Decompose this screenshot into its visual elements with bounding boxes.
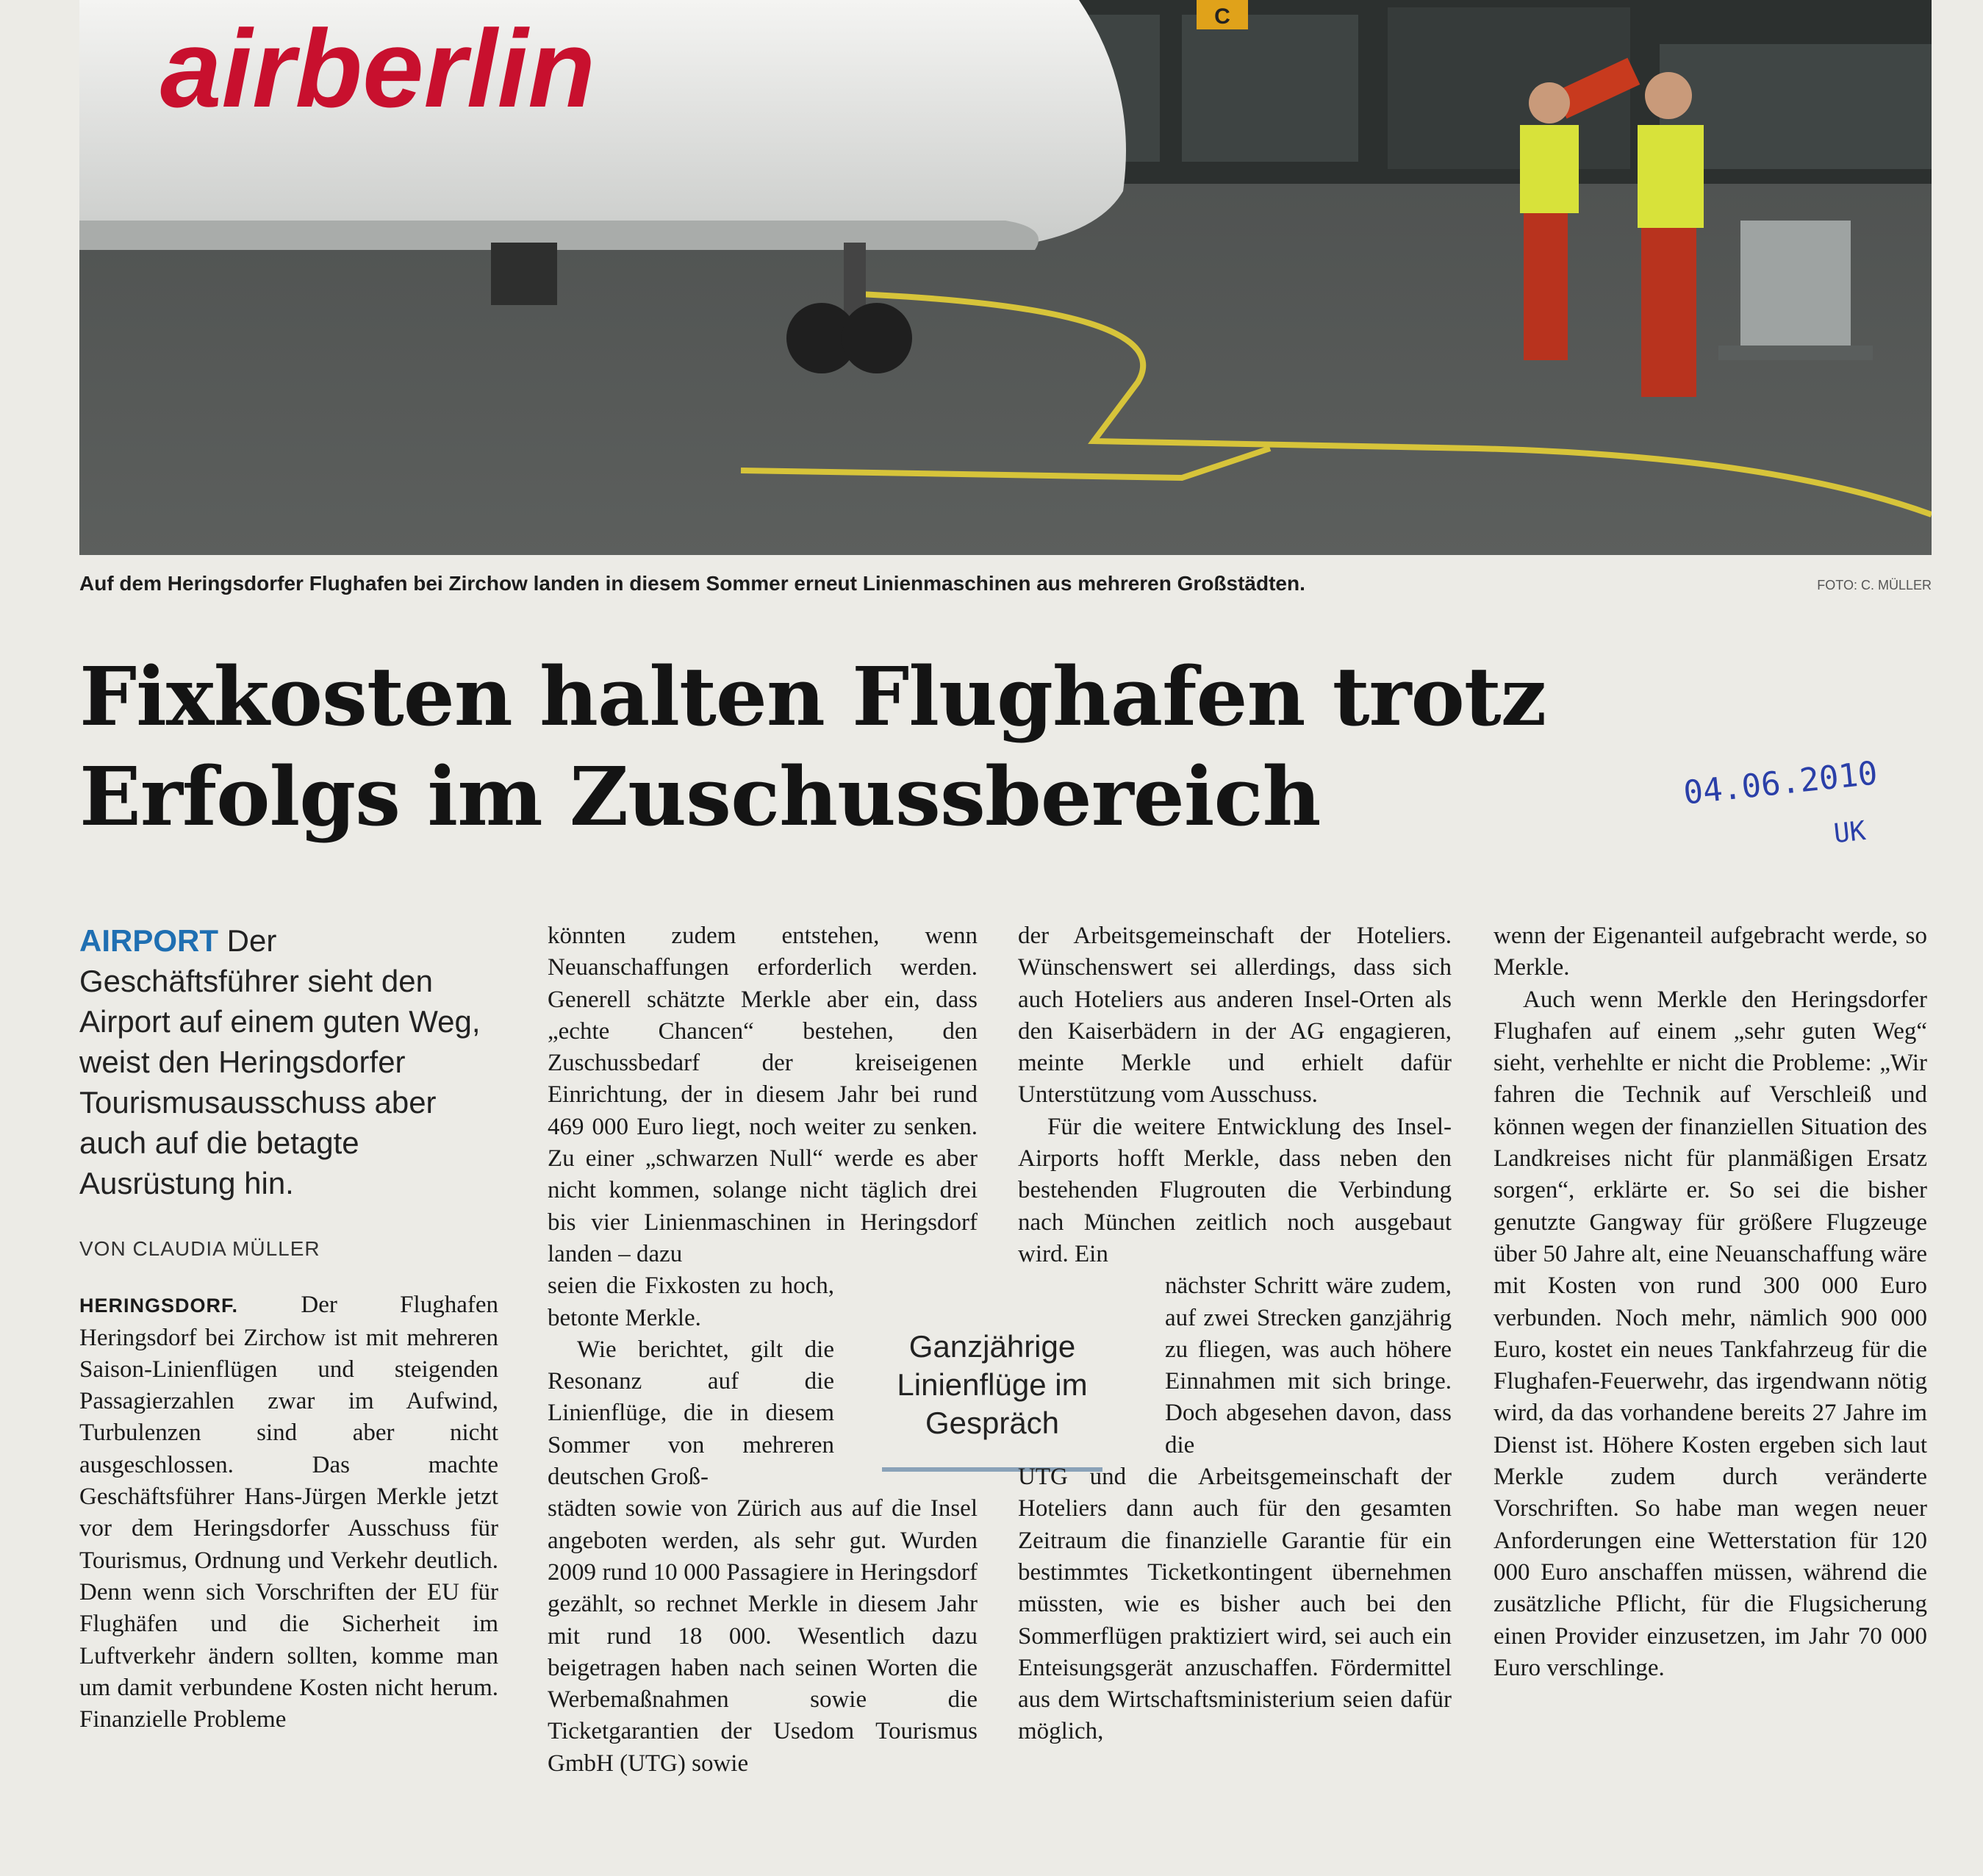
teaser <box>79 920 498 1203</box>
column-1 <box>79 920 498 1736</box>
body-paragraph: Wie berichtet, gilt die Resonanz auf die Linienflüge, die in diesem Sommer von mehreren deutschen Groß- <box>548 1336 834 1491</box>
dateline: HERINGSDORF. <box>79 1295 239 1317</box>
pull-quote: Ganzjährige Linienflüge im Gespräch <box>882 1328 1102 1472</box>
handwritten-initials: UK <box>1832 815 1868 850</box>
headline-line-1: Fixkosten halten Flughafen trotz <box>79 649 1546 744</box>
body-paragraph: städten sowie von Zürich aus auf die Insel angeboten werden, als sehr gut. Wurden 2009 rund 10 000 Passagiere in Heringsdorf gezählt, so rechnet Merkle in diesem Jahr mit rund 18 000. Wesentlich dazu beigetragen haben nach seinen Worten die Werbemaßnahmen sowie die Ticketgarantien der Usedom Tourismus GmbH (UTG) sowie <box>548 1495 978 1777</box>
body-paragraph: Für die weitere Entwicklung des Insel-Airports hofft Merkle, dass neben den bestehenden Flugrouten die Verbindung nach München zeitlich noch ausgebaut wird. Ein <box>1018 1113 1452 1267</box>
body-paragraph: der Arbeitsgemeinschaft der Hoteliers. Wünschenswert sei allerdings, dass sich auch Hoteliers aus anderen Insel-Orten als den Kaiserbädern in der AG engagieren, meinte Merkle und erhielt dafür Unterstützung vom Ausschuss. <box>1018 923 1452 1109</box>
byline: VON CLAUDIA MÜLLER <box>79 1237 320 1260</box>
headline <box>79 647 1932 850</box>
body-paragraph <box>79 1289 498 1736</box>
body-text: Der Flughafen Heringsdorf bei Zirchow ist mit mehreren Saison-Linienflügen und steigenden Passagierzahlen zwar im Aufwind, Turbulenzen sind aber nicht ausgeschlossen. Das machte Geschäftsführer Hans-Jürgen Merkle jetzt vor dem Heringsdorfer Ausschuss für Tourismus, Ordnung und Verkehr deutlich. Denn wenn sich Vorschriften der EU für Flughäfen und die Sicherheit im Luftverkehr ändern sollten, komme man um damit verbundene Kosten nicht herum. Finanzielle Probleme <box>79 1292 498 1733</box>
airberlin-logo: airberlin <box>160 7 595 130</box>
article-photo <box>79 0 1932 555</box>
photo-credit: FOTO: C. MÜLLER <box>1817 578 1932 592</box>
headline-line-2: Erfolgs im Zuschussbereich <box>79 749 1321 844</box>
airport-apron-illustration <box>79 0 1932 555</box>
caption-text: Auf dem Heringsdorfer Flughafen bei Zirchow landen in diesem Sommer erneut Linienmaschinen aus mehreren Großstädten. <box>79 572 1305 595</box>
body-paragraph: seien die Fixkosten zu hoch, betonte Merkle. <box>548 1272 834 1331</box>
teaser-text: Der Geschäftsführer sieht den Airport auf einem guten Weg, weist den Heringsdorfer Tourismusausschuss aber auch auf die betagte Ausrüstung hin. <box>79 923 481 1200</box>
gate-sign-letter: C <box>1214 4 1230 29</box>
body-paragraph: könnten zudem entstehen, wenn Neuanschaffungen erforderlich werden. Generell schätzte Merkle aber ein, dass „echte Chancen“ bestehen, den Zuschussbedarf der kreiseigenen Einrichtung, der in diesem Jahr bei rund 469 000 Euro liegt, noch weiter zu senken. Zu einer „schwarzen Null“ werde es aber nicht kommen, solange nicht täglich drei bis vier Linienmaschinen in Heringsdorf landen – dazu <box>548 923 978 1267</box>
handwritten-date: 04.06.2010 <box>1682 754 1879 812</box>
photo-caption <box>79 572 1932 601</box>
body-paragraph: UTG und die Arbeitsgemeinschaft der Hoteliers dann auch für den gesamten Zeitraum die finanzielle Garantie für ein bestimmtes Ticketkontingent übernehmen müssten, wie es bisher auch bei den Sommerflügen praktiziert wird, sei auch ein Enteisungsgerät anzuschaffen. Fördermittel aus dem Wirtschaftsministerium seien dafür möglich, <box>1018 1464 1452 1745</box>
body-paragraph: nächster Schritt wäre zudem, auf zwei Strecken ganzjährig zu fliegen, was auch höhere Einnahmen mit sich bringe. Doch abgesehen davon, dass die <box>1165 1272 1452 1458</box>
teaser-kicker: AIRPORT <box>79 923 218 958</box>
body-paragraph: Auch wenn Merkle den Heringsdorfer Flughafen auf einem „sehr guten Weg“ sieht, verhehlte er nicht die Probleme: „Wir fahren die Technik auf Verschleiß und können wegen der finanziellen Situation des Landkreises nicht für planmäßigen Ersatz sorgen“, erklärte er. So sei die bisher genutzte Gangway für größere Flugzeuge über 50 Jahre alt, eine Neuanschaffung wäre mit Kosten von rund 300 000 Euro verbunden. Noch mehr, nämlich 900 000 Euro, kostet ein neues Tankfahrzeug für die Flughafen-Feuerwehr, das irgendwann nötig wird, da das vorhandene bereits 27 Jahre im Dienst ist. Höhere Kosten ergeben sich laut Merkle zudem durch veränderte Vorschriften. So habe man wegen neuer Anforderungen eine Wetterstation für 120 000 Euro anschaffen müssen, während die zusätzliche Pflicht, für die Flugsicherung einen Provider einzusetzen, im Jahr 70 000 Euro verschlinge. <box>1493 986 1927 1681</box>
handwritten-annotation <box>1682 754 1926 875</box>
column-4 <box>1493 920 1927 1684</box>
ground-power-cart <box>1718 221 1873 360</box>
body-paragraph: wenn der Eigenanteil aufgebracht werde, so Merkle. <box>1493 923 1927 981</box>
column-3 <box>1018 920 1452 1748</box>
